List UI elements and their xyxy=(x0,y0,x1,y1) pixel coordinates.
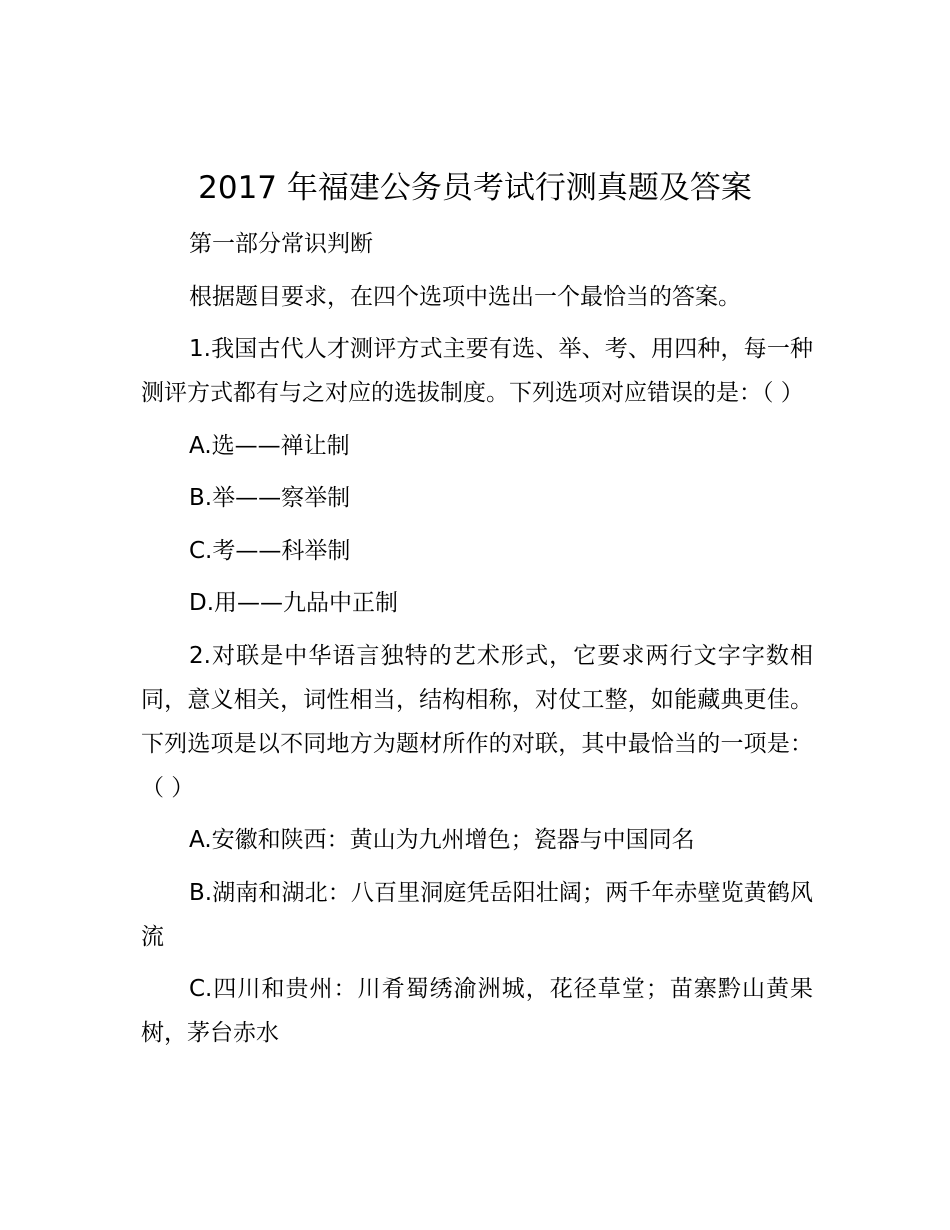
question-2: 2.对联是中华语言独特的艺术形式，它要求两行文字字数相同，意义相关，词性相当，结构相称，对仗工整，如能藏典更佳。下列选项是以不同地方为题材所作的对联，其中最恰当的一项是：（ ） xyxy=(141,642,813,801)
question-1-option-b: B.举——察举制 xyxy=(189,485,351,511)
question-1-option-d: D.用——九品中正制 xyxy=(189,590,399,616)
question-2-option-a: A.安徽和陕西：黄山为九州增色；瓷器与中国同名 xyxy=(189,827,695,853)
section-heading: 第一部分常识判断 xyxy=(189,231,373,257)
question-2-option-b: B.湖南和湖北：八百里洞庭凭岳阳壮阔；两千年赤壁览黄鹤风流 xyxy=(141,879,813,950)
document-title: 2017 年福建公务员考试行测真题及答案 xyxy=(198,170,752,206)
document-body xyxy=(141,222,813,1064)
question-1-option-c: C.考——科举制 xyxy=(189,537,351,564)
question-1: 1.我国古代人才测评方式主要有选、举、考、用四种，每一种测评方式都有与之对应的选拔制度。下列选项对应错误的是：（ ） xyxy=(141,336,813,406)
question-2-option-c: C.四川和贵州：川肴蜀绣渝洲城，花径草堂；苗寨黔山黄果树，茅台赤水 xyxy=(141,976,813,1046)
instructions-paragraph: 根据题目要求，在四个选项中选出一个最恰当的答案。 xyxy=(189,283,741,310)
question-1-option-a: A.选——禅让制 xyxy=(189,432,350,459)
